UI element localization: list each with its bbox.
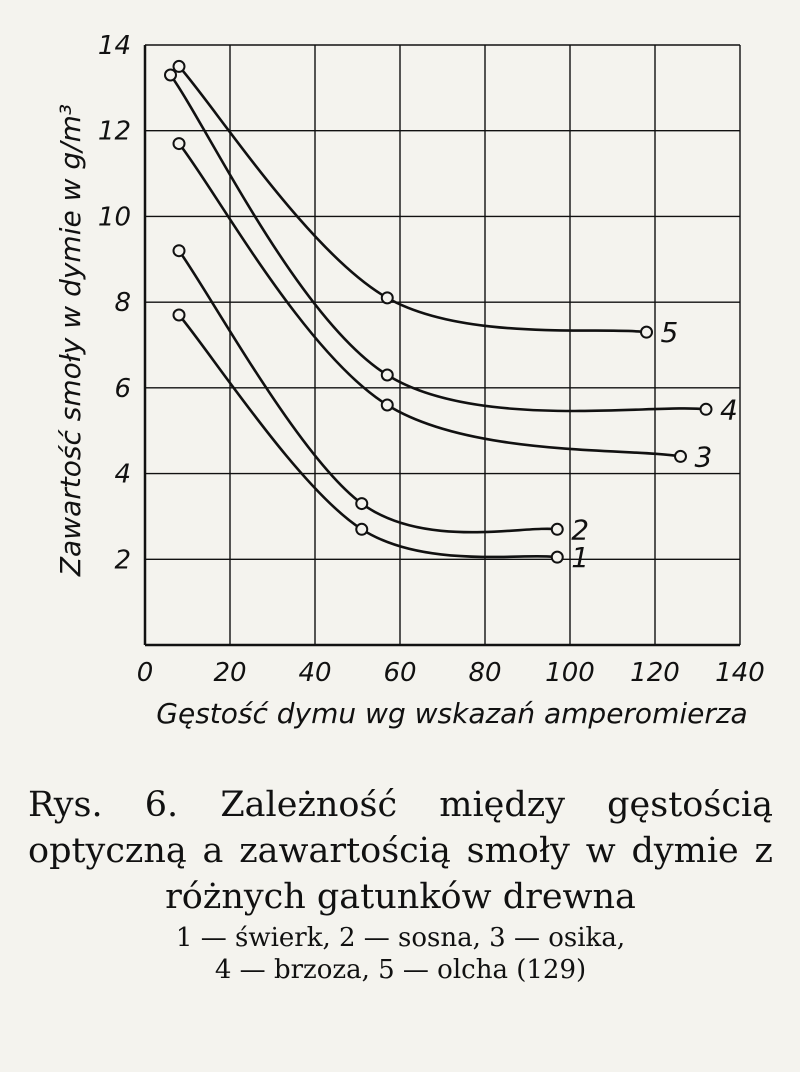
data-point-3-0: [174, 138, 185, 149]
y-tick-label: 14: [97, 31, 131, 61]
curve-4: [171, 75, 707, 411]
tick-labels: [98, 31, 765, 688]
x-tick-label: 140: [715, 658, 765, 688]
curves: [171, 66, 707, 557]
curve-label-3: 3: [694, 440, 713, 474]
data-point-1-2: [552, 552, 563, 563]
data-point-5-0: [174, 61, 185, 72]
data-point-4-1: [382, 370, 393, 381]
x-tick-label: 40: [298, 658, 332, 688]
y-tick-label: 8: [114, 288, 131, 319]
x-tick-label: 20: [213, 658, 247, 688]
y-tick-label: 10: [97, 202, 131, 233]
curve-label-4: 4: [720, 393, 738, 427]
curve-label-1: 1: [571, 541, 590, 575]
caption-legend-line-1: 1 — świerk, 2 — sosna, 3 — osika,: [175, 923, 626, 953]
y-tick-label: 2: [114, 545, 131, 576]
curve-label-2: 2: [571, 513, 590, 547]
y-tick-label: 6: [114, 373, 131, 404]
data-point-2-0: [174, 245, 185, 256]
data-point-4-0: [165, 70, 176, 81]
x-tick-label: 100: [545, 658, 595, 688]
data-points: [165, 61, 738, 574]
data-point-1-1: [356, 524, 367, 535]
curve-5: [179, 66, 647, 332]
caption-legend: [28, 922, 773, 986]
curve-1: [179, 315, 557, 557]
x-axis-title: Gęstość dymu wg wskazań amperomierza: [156, 697, 748, 730]
x-tick-label: 60: [383, 658, 417, 688]
x-tick-label: 120: [630, 658, 680, 688]
y-axis-title: Zawartość smoły w dymie w g/m³: [54, 103, 87, 577]
x-tick-label: 0: [136, 658, 154, 688]
y-tick-label: 12: [97, 116, 131, 147]
figure-caption: [28, 782, 773, 986]
data-point-1-0: [174, 310, 185, 321]
data-point-5-1: [382, 292, 393, 303]
x-tick-label: 80: [468, 658, 502, 688]
caption-title: Rys. 6. Zależność między gęstością optyczną a zawartością smoły w dymie z różnych gatunków drewna: [28, 785, 773, 917]
data-point-3-1: [382, 400, 393, 411]
y-tick-label: 4: [114, 459, 131, 490]
data-point-2-2: [552, 524, 563, 535]
data-point-4-2: [701, 404, 712, 415]
curve-label-5: 5: [660, 316, 679, 350]
data-point-2-1: [356, 498, 367, 509]
caption-legend-line-2: 4 — brzoza, 5 — olcha (129): [214, 955, 587, 985]
data-point-3-2: [675, 451, 686, 462]
data-point-5-2: [641, 327, 652, 338]
